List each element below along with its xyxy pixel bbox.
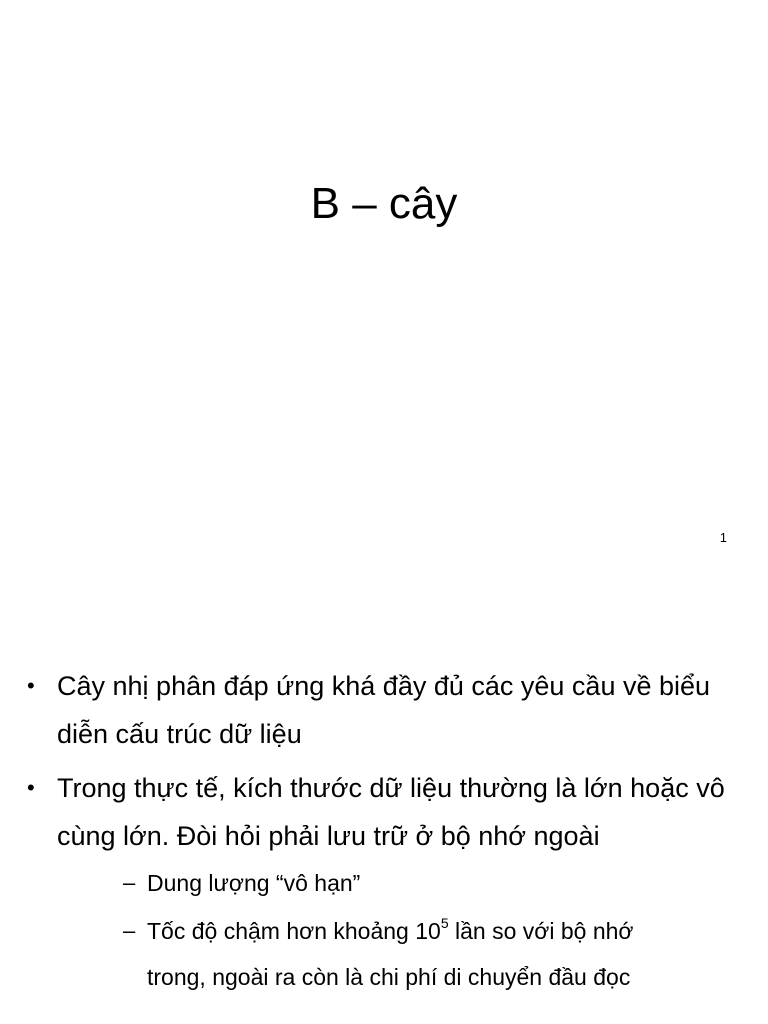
bullet-marker: • (27, 673, 35, 698)
bullet-item (0, 764, 768, 1000)
bullet-list (0, 662, 768, 1006)
slide-title: B – cây (310, 179, 458, 228)
sub-bullet-item (57, 908, 728, 1000)
sub-bullet-marker: – (123, 870, 136, 895)
bullet-marker: • (27, 775, 35, 800)
sub-bullet-text-start: Tốc độ chậm hơn khoảng 10 (147, 918, 441, 944)
sub-bullet-marker: – (123, 918, 136, 943)
sub-bullet-text: Dung lượng “vô hạn” (147, 870, 361, 896)
sub-bullet-text-end: lần so với bộ nhớ trong, ngoài ra còn là chi phí di chuyển đầu đọc (147, 918, 634, 990)
bullet-item (0, 662, 768, 758)
sub-bullet-list (57, 860, 728, 1000)
slide-content-page (0, 620, 768, 1024)
sub-bullet-item (57, 860, 728, 906)
exponent: 5 (440, 915, 449, 932)
bullet-text: Trong thực tế, kích thước dữ liệu thường là lớn hoặc vô cùng lớn. Đòi hỏi phải lưu trữ ở bộ nhớ ngoài (57, 773, 725, 851)
bullet-text: Cây nhị phân đáp ứng khá đầy đủ các yêu cầu về biểu diễn cấu trúc dữ liệu (57, 671, 711, 749)
page-number: 1 (719, 530, 727, 545)
